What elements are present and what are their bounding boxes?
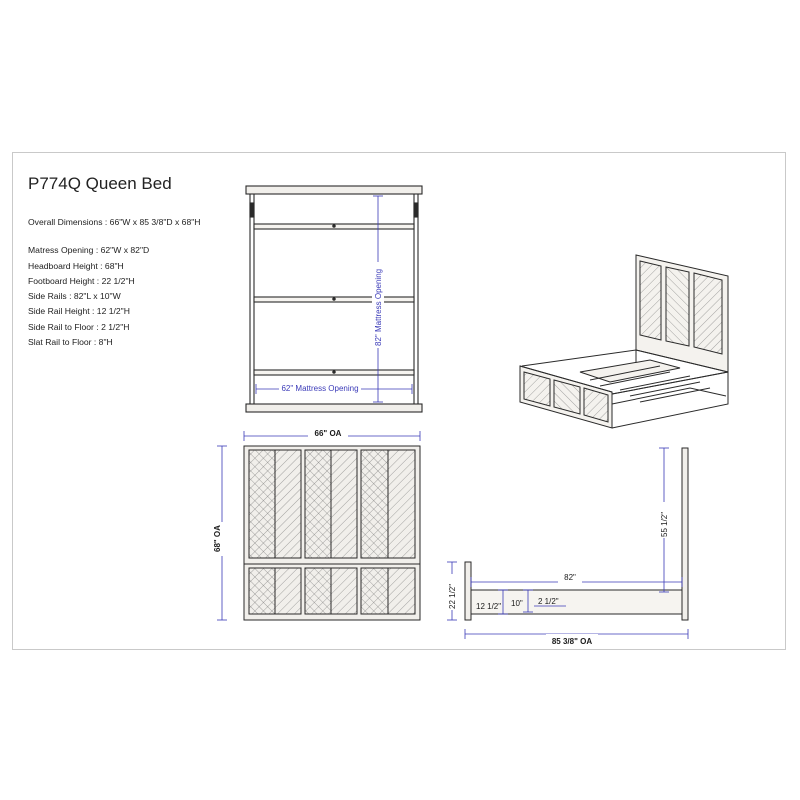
spec-side-rails: Side Rails : 82"L x 10"W (28, 291, 121, 302)
spec-headboard-height: Headboard Height : 68"H (28, 260, 124, 271)
side-view (465, 448, 688, 620)
front-view (244, 446, 420, 620)
drawing-title: P774Q Queen Bed (28, 174, 172, 193)
rail-length-label: 82" (564, 573, 576, 582)
rail-to-floor-label: 2 1/2" (538, 597, 559, 606)
overall-width-label: 66" OA (314, 429, 342, 438)
overall-height-label: 68" OA (213, 525, 222, 552)
spec-side-rail-to-floor: Side Rail to Floor : 2 1/2"H (28, 321, 130, 332)
mattress-length-label: 82" Mattress Opening (374, 268, 383, 346)
rail-width-label: 10" (511, 599, 523, 608)
spec-overall-dimensions: Overall Dimensions : 66"W x 85 3/8"D x 68"H (28, 217, 201, 227)
spec-footboard-height: Footboard Height : 22 1/2"H (28, 275, 135, 286)
spec-side-rail-height: Side Rail Height : 12 1/2"H (28, 306, 130, 317)
footboard-height-label: 22 1/2" (448, 583, 457, 609)
spec-slat-rail-to-floor: Slat Rail to Floor : 8"H (28, 337, 113, 348)
rail-height-label: 12 1/2" (476, 602, 502, 611)
spec-mattress-opening: Matress Opening : 62"W x 82"D (28, 245, 150, 256)
top-view (246, 186, 422, 412)
mattress-width-label: 62" Mattress Opening (281, 384, 359, 393)
isometric-view (520, 255, 728, 428)
headboard-above-rail-label: 55 1/2" (660, 511, 669, 537)
overall-depth-label: 85 3/8" OA (551, 637, 593, 646)
